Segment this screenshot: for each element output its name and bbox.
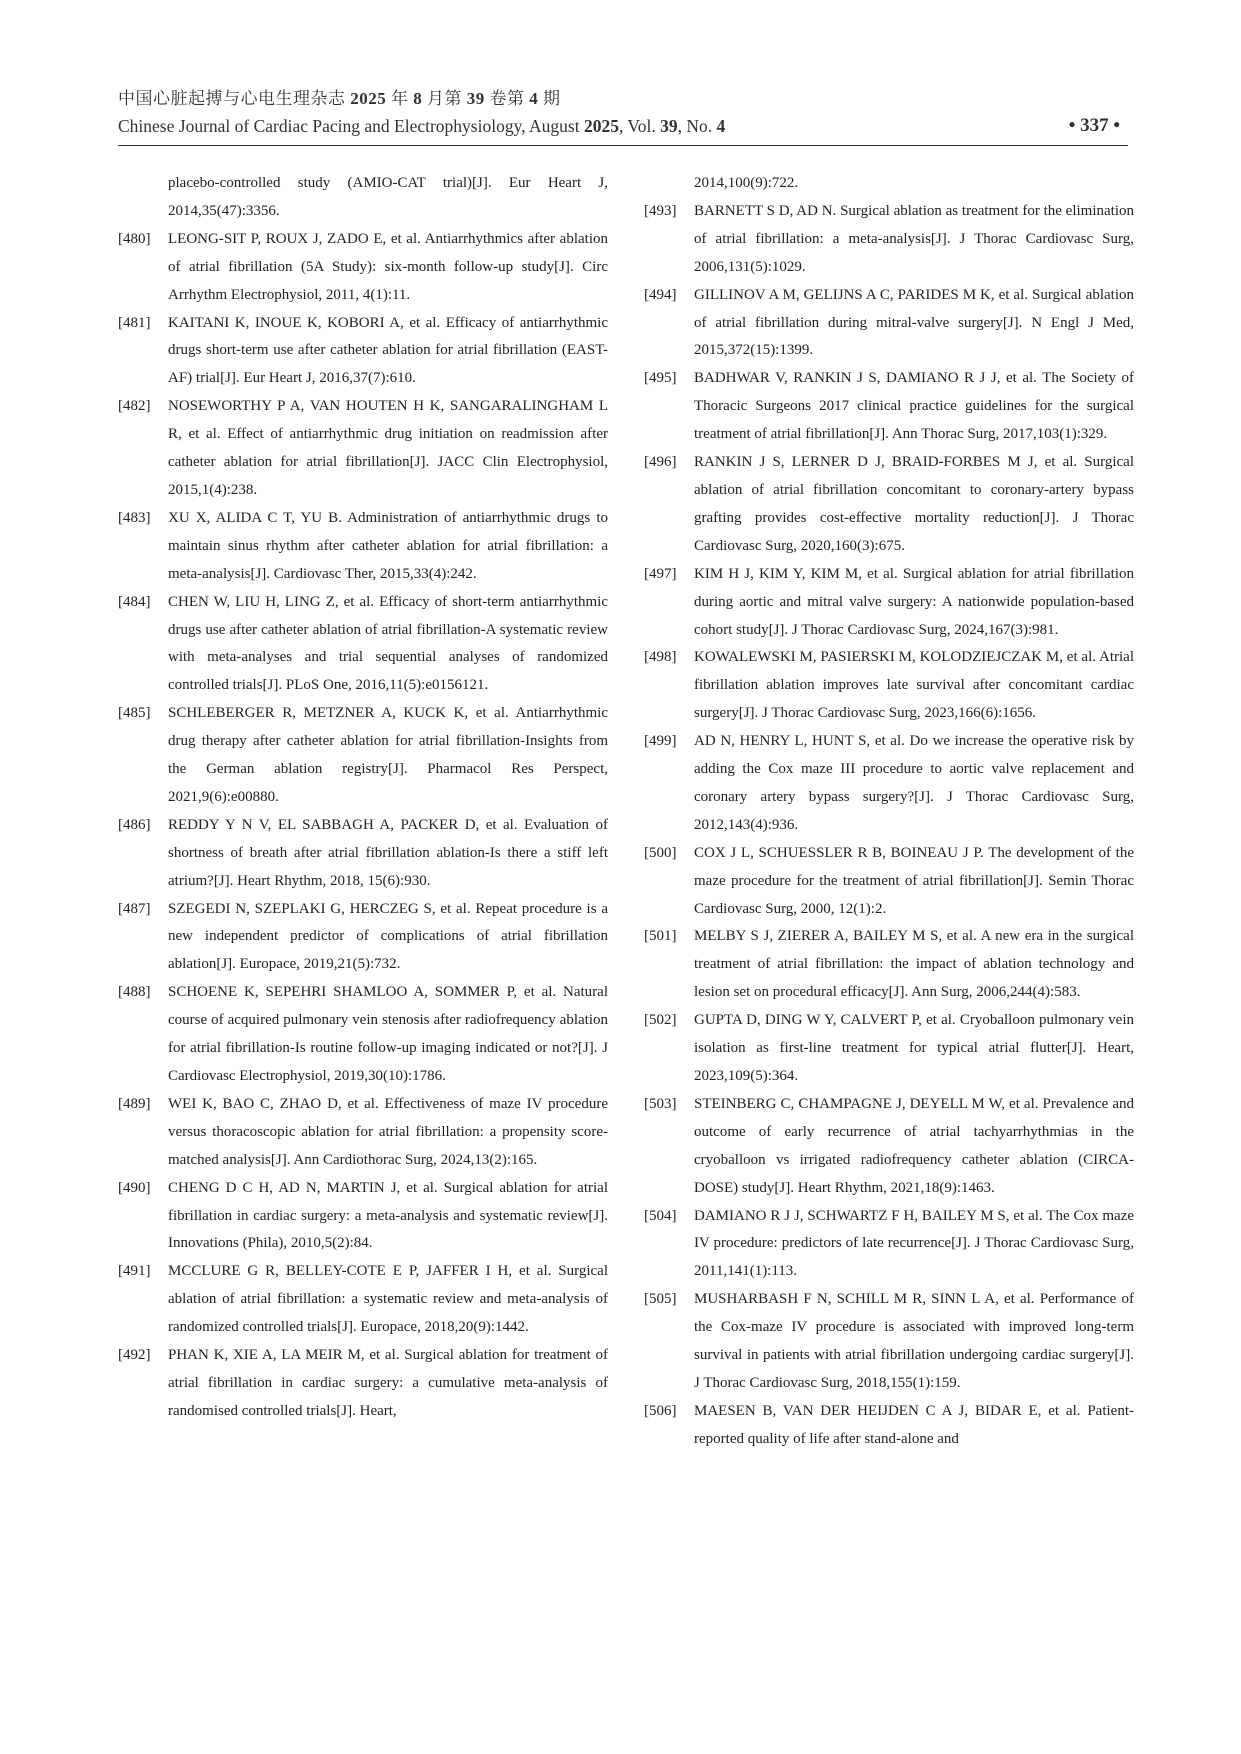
reference-number: [500] <box>644 844 677 861</box>
reference-number: [492] <box>118 1347 151 1364</box>
journal-en-mid2: , No. <box>677 116 717 136</box>
reference-text: MAESEN B, VAN DER HEIJDEN C A J, BIDAR E, et al. Patient-reported quality of life after stand-alone and <box>694 1402 1134 1447</box>
reference-text: SCHLEBERGER R, METZNER A, KUCK K, et al. Antiarrhythmic drug therapy after catheter ablation for atrial fibrillation-Insights from the German ablation registry[J]. Pharmacol Res Perspect, 2021,9(6):e00880. <box>168 705 608 805</box>
reference-entry <box>118 589 608 701</box>
reference-text: REDDY Y N V, EL SABBAGH A, PACKER D, et al. Evaluation of shortness of breath after atrial fibrillation ablation-Is there a stiff left atrium?[J]. Heart Rhythm, 2018, 15(6):930. <box>168 816 608 889</box>
journal-en-vol: 39 <box>660 116 678 136</box>
reference-text: MUSHARBASH F N, SCHILL M R, SINN L A, et al. Performance of the Cox-maze IV procedure is associated with improved long-term survival in patients with atrial fibrillation undergoing cardiac surgery[J]. J Thorac Cardiovasc Surg, 2018,155(1):159. <box>694 1291 1134 1391</box>
reference-entry <box>644 198 1134 282</box>
reference-entry <box>644 561 1134 645</box>
reference-text: KOWALEWSKI M, PASIERSKI M, KOLODZIEJCZAK M, et al. Atrial fibrillation ablation improves late survival after concomitant cardiac surgery[J]. J Thorac Cardiovasc Surg, 2023,166(6):1656. <box>694 649 1134 722</box>
reference-entry <box>118 1342 608 1426</box>
reference-number: [497] <box>644 565 677 582</box>
reference-entry <box>644 840 1134 924</box>
reference-text: BARNETT S D, AD N. Surgical ablation as treatment for the elimination of atrial fibrillation: a meta-analysis[J]. J Thorac Cardiovasc Surg, 2006,131(5):1029. <box>694 202 1134 275</box>
reference-text: CHENG D C H, AD N, MARTIN J, et al. Surgical ablation for atrial fibrillation in cardiac surgery: a meta-analysis and systematic review[J]. Innovations (Phila), 2010,5(2):84. <box>168 1179 608 1252</box>
reference-number: [506] <box>644 1402 677 1419</box>
reference-text: 2014,100(9):722. <box>694 175 799 191</box>
reference-text: SCHOENE K, SEPEHRI SHAMLOO A, SOMMER P, et al. Natural course of acquired pulmonary vein stenosis after radiofrequency ablation for atrial fibrillation-Is routine follow-up imaging indicated or not?[J]. J Cardiovasc Electrophysiol, 2019,30(10):1786. <box>168 984 608 1084</box>
references-left-column <box>118 170 608 1426</box>
page-number: • 337 • <box>1068 115 1120 136</box>
reference-entry <box>118 700 608 812</box>
reference-entry <box>118 310 608 394</box>
reference-text: XU X, ALIDA C T, YU B. Administration of antiarrhythmic drugs to maintain sinus rhythm after catheter ablation for atrial fibrillation: a meta-analysis[J]. Cardiovasc Ther, 2015,33(4):242. <box>168 509 608 582</box>
reference-text: DAMIANO R J J, SCHWARTZ F H, BAILEY M S, et al. The Cox maze IV procedure: predictors of late recurrence[J]. J Thorac Cardiovasc Surg, 2011,141(1):113. <box>694 1207 1134 1280</box>
reference-entry <box>644 644 1134 728</box>
reference-text: placebo-controlled study (AMIO-CAT trial)[J]. Eur Heart J, 2014,35(47):3356. <box>168 175 608 219</box>
reference-entry <box>118 1258 608 1342</box>
reference-number: [480] <box>118 230 151 247</box>
reference-entry <box>644 365 1134 449</box>
journal-cn-mid1: 年 <box>386 89 414 108</box>
journal-en-mid1: , Vol. <box>618 116 661 136</box>
reference-entry <box>644 923 1134 1007</box>
journal-cn-no: 4 <box>529 89 539 108</box>
reference-entry <box>118 979 608 1091</box>
journal-en-prefix: Chinese Journal of Cardiac Pacing and Electrophysiology, August <box>118 116 584 136</box>
reference-number: [486] <box>118 816 151 833</box>
reference-entry <box>118 170 608 226</box>
reference-number: [489] <box>118 1095 151 1112</box>
reference-text: LEONG-SIT P, ROUX J, ZADO E, et al. Antiarrhythmics after ablation of atrial fibrillation (5A Study): six-month follow-up study[J]. Circ Arrhythm Electrophysiol, 2011, 4(1):11. <box>168 230 608 303</box>
reference-text: MELBY S J, ZIERER A, BAILEY M S, et al. A new era in the surgical treatment of atrial fibrillation: the impact of ablation technology and lesion set on procedural efficacy[J]. Ann Surg, 2006,244(4):583. <box>694 928 1134 1001</box>
reference-number: [505] <box>644 1291 677 1308</box>
reference-text: KAITANI K, INOUE K, KOBORI A, et al. Efficacy of antiarrhythmic drugs short-term use after catheter ablation for atrial fibrillation (EAST-AF) trial[J]. Eur Heart J, 2016,37(7):610. <box>168 314 608 387</box>
reference-text: GILLINOV A M, GELIJNS A C, PARIDES M K, et al. Surgical ablation of atrial fibrillation during mitral-valve surgery[J]. N Engl J Med, 2015,372(15):1399. <box>694 286 1134 359</box>
reference-number: [504] <box>644 1207 677 1224</box>
reference-text: STEINBERG C, CHAMPAGNE J, DEYELL M W, et al. Prevalence and outcome of early recurrence of atrial tachyarrhythmias in the cryoballoon vs irrigated radiofrequency catheter ablation (CIRCA-DOSE) study[J]. Heart Rhythm, 2021,18(9):1463. <box>694 1095 1134 1196</box>
reference-number: [494] <box>644 286 677 303</box>
reference-text: COX J L, SCHUESSLER R B, BOINEAU J P. The development of the maze procedure for the treatment of atrial fibrillation[J]. Semin Thorac Cardiovasc Surg, 2000, 12(1):2. <box>694 844 1134 917</box>
reference-number: [493] <box>644 202 677 219</box>
journal-cn-mid2: 月第 <box>422 89 467 108</box>
reference-text: PHAN K, XIE A, LA MEIR M, et al. Surgical ablation for treatment of atrial fibrillation in cardiac surgery: a cumulative meta-analysis of randomised controlled trials[J]. Heart, <box>168 1347 608 1419</box>
reference-entry <box>118 1175 608 1259</box>
journal-cn-mid3: 卷第 <box>484 89 530 108</box>
journal-cn-prefix: 中国心脏起搏与心电生理杂志 <box>118 89 351 108</box>
reference-text: RANKIN J S, LERNER D J, BRAID-FORBES M J, et al. Surgical ablation of atrial fibrillation concomitant to coronary-artery bypass grafting provides cost-effective mortality reduction[J]. J Thorac Cardiovasc Surg, 2020,160(3):675. <box>694 454 1134 554</box>
reference-number: [495] <box>644 370 677 387</box>
reference-entry <box>644 728 1134 840</box>
reference-number: [503] <box>644 1095 677 1112</box>
reference-entry <box>118 505 608 589</box>
reference-number: [484] <box>118 593 151 610</box>
reference-entry <box>644 170 1134 198</box>
reference-text: BADHWAR V, RANKIN J S, DAMIANO R J J, et al. The Society of Thoracic Surgeons 2017 clinical practice guidelines for the surgical treatment of atrial fibrillation[J]. Ann Thorac Surg, 2017,103(1):329. <box>694 370 1134 443</box>
reference-number: [498] <box>644 649 677 666</box>
journal-en-no: 4 <box>716 116 726 136</box>
journal-title-cn <box>118 86 1128 112</box>
reference-number: [485] <box>118 705 151 722</box>
running-header <box>118 86 1128 140</box>
reference-entry <box>644 1286 1134 1398</box>
reference-text: CHEN W, LIU H, LING Z, et al. Efficacy of short-term antiarrhythmic drugs use after catheter ablation of atrial fibrillation-A systematic review with meta-analyses and trial sequential analyses of randomized controlled trials[J]. PLoS One, 2016,11(5):e0156121. <box>168 593 608 694</box>
reference-entry <box>118 226 608 310</box>
references-right-column <box>644 170 1134 1454</box>
reference-text: GUPTA D, DING W Y, CALVERT P, et al. Cryoballoon pulmonary vein isolation as first-line treatment for typical atrial flutter[J]. Heart, 2023,109(5):364. <box>694 1012 1134 1084</box>
reference-number: [499] <box>644 733 677 750</box>
reference-text: WEI K, BAO C, ZHAO D, et al. Effectiveness of maze IV procedure versus thoracoscopic ablation for atrial fibrillation: a propensity score-matched analysis[J]. Ann Cardiothorac Surg, 2024,13(2):165. <box>168 1095 608 1168</box>
journal-title-en <box>118 112 1128 140</box>
reference-entry <box>118 896 608 980</box>
reference-number: [502] <box>644 1012 677 1029</box>
reference-text: MCCLURE G R, BELLEY-COTE E P, JAFFER I H, et al. Surgical ablation of atrial fibrillation: a systematic review and meta-analysis of randomized controlled trials[J]. Europace, 2018,20(9):1442. <box>168 1263 608 1336</box>
journal-cn-vol: 39 <box>466 89 485 108</box>
reference-number: [496] <box>644 454 677 471</box>
reference-text: KIM H J, KIM Y, KIM M, et al. Surgical ablation for atrial fibrillation during aortic and mitral valve surgery: A nationwide population-based cohort study[J]. J Thorac Cardiovasc Surg, 2024,167(3):981. <box>694 565 1134 638</box>
reference-entry <box>644 1007 1134 1091</box>
reference-entry <box>644 1398 1134 1454</box>
reference-number: [488] <box>118 984 151 1001</box>
reference-entry <box>644 282 1134 366</box>
reference-number: [482] <box>118 398 151 415</box>
reference-entry <box>644 449 1134 561</box>
journal-cn-month: 8 <box>413 89 423 108</box>
journal-cn-year: 2025 <box>350 89 387 108</box>
reference-number: [483] <box>118 509 151 526</box>
reference-number: [491] <box>118 1263 151 1280</box>
reference-entry <box>644 1203 1134 1287</box>
journal-en-year: 2025 <box>583 116 619 136</box>
reference-entry <box>118 393 608 505</box>
reference-number: [490] <box>118 1179 151 1196</box>
journal-cn-suffix: 期 <box>538 89 561 108</box>
header-rule <box>118 145 1128 146</box>
reference-text: SZEGEDI N, SZEPLAKI G, HERCZEG S, et al. Repeat procedure is a new independent predictor of complications of atrial fibrillation ablation[J]. Europace, 2019,21(5):732. <box>168 900 608 973</box>
reference-entry <box>118 1091 608 1175</box>
reference-number: [481] <box>118 314 151 331</box>
reference-text: AD N, HENRY L, HUNT S, et al. Do we increase the operative risk by adding the Cox maze III procedure to aortic valve replacement and coronary artery bypass surgery?[J]. J Thorac Cardiovasc Surg, 2012,143(4):936. <box>694 733 1134 833</box>
reference-number: [501] <box>644 928 677 945</box>
reference-text: NOSEWORTHY P A, VAN HOUTEN H K, SANGARALINGHAM L R, et al. Effect of antiarrhythmic drug initiation on readmission after catheter ablation for atrial fibrillation[J]. JACC Clin Electrophysiol, 2015,1(4):238. <box>168 398 608 498</box>
reference-entry <box>118 812 608 896</box>
reference-entry <box>644 1091 1134 1203</box>
reference-number: [487] <box>118 900 151 917</box>
